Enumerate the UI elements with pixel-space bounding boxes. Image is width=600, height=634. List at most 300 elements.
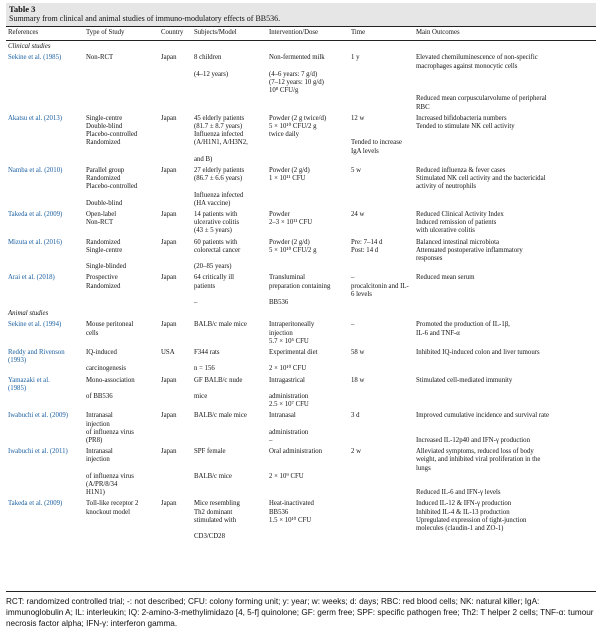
cell-line: (4–12 years): [194, 70, 229, 78]
reference-link[interactable]: Takeda et al. (2009): [8, 500, 63, 508]
table-row: [6, 375, 596, 411]
cell-line: [86, 255, 157, 263]
cell-line: knockout model: [86, 508, 130, 516]
study-type-cell: [84, 165, 159, 209]
cell-line: [416, 473, 594, 481]
cell-line: Attenuated postoperative inflammatory: [416, 246, 523, 254]
outcome-cell: [414, 272, 596, 308]
table-row: [6, 209, 596, 237]
cell-line: 24 w: [351, 210, 365, 218]
cell-line: Japan: [161, 210, 177, 218]
cell-line: (86.7 ± 6.6 years): [194, 175, 243, 183]
cell-line: Non-fermented milk: [269, 54, 325, 62]
cell-line: Inhibited IQ-induced colon and liver tumours: [416, 349, 540, 356]
cell-line: –: [269, 436, 273, 444]
reference-link[interactable]: Arai et al. (2018): [8, 274, 55, 282]
country-cell: [159, 52, 192, 112]
table-row: [6, 272, 596, 308]
cell-line: Elevated chemiluminescence of non-specific: [416, 54, 538, 62]
cell-line: 18 w: [351, 376, 365, 384]
table-header-row: [6, 27, 596, 41]
intervention-cell: [267, 375, 349, 411]
cell-line: [269, 456, 347, 464]
table-header-band: [6, 3, 596, 26]
cell-line: stimulated with: [194, 516, 237, 524]
time-cell: [349, 347, 414, 375]
cell-line: Intranasal: [86, 412, 113, 420]
table-row: [6, 52, 596, 112]
cell-line: 8 children: [194, 54, 222, 62]
cell-line: –: [351, 321, 355, 329]
cell-line: Post: 14 d: [351, 246, 379, 254]
reference-cell: [6, 347, 84, 375]
cell-line: carcinogenesis: [86, 365, 127, 373]
cell-line: H1N1): [86, 489, 105, 497]
cell-line: F344 rats: [194, 349, 220, 356]
cell-line: Intragastrical: [269, 376, 305, 384]
reference-cell: [6, 209, 84, 237]
cell-line: [194, 63, 265, 71]
reference-cell: [6, 113, 84, 165]
cell-line: –: [194, 298, 198, 306]
cell-line: 2 × 10¹⁰ CFU: [269, 365, 307, 373]
section-row: [6, 41, 596, 53]
cell-line: Powder: [269, 210, 290, 218]
cell-line: (A/PR/8/34: [86, 481, 118, 488]
cell-line: [194, 385, 265, 393]
intervention-cell: [267, 410, 349, 446]
reference-link[interactable]: Mizuta et al. (2016): [8, 238, 62, 246]
study-type-cell: [84, 52, 159, 112]
outcome-cell: [414, 410, 596, 446]
cell-line: (HA vaccine): [194, 199, 231, 207]
reference-link[interactable]: Akatsu et al. (2013): [8, 114, 62, 122]
table-row: [6, 237, 596, 273]
cell-line: 14 patients with: [194, 210, 238, 218]
cell-line: Oral administration: [269, 448, 323, 456]
cell-line: 2.5 × 10⁷ CFU: [269, 401, 309, 409]
reference-cell: [6, 410, 84, 446]
cell-line: with ulcerative colitis: [416, 227, 475, 235]
intervention-cell: [267, 113, 349, 165]
cell-line: Reduced mean corpuscularvolume of peripheral: [416, 95, 547, 103]
cell-line: Experimental diet: [269, 349, 318, 356]
cell-line: twice daily: [269, 131, 300, 139]
column-header: Subjects/Model: [192, 27, 267, 41]
cell-line: Japan: [161, 448, 177, 456]
cell-line: lungs: [416, 464, 431, 472]
study-type-cell: [84, 272, 159, 308]
cell-line: responses: [416, 255, 443, 262]
cell-line: Japan: [161, 54, 177, 62]
cell-line: Japan: [161, 238, 177, 246]
table-row: [6, 347, 596, 375]
table-row: [6, 113, 596, 165]
cell-line: Stimulated cell-mediated immunity: [416, 376, 513, 384]
intervention-cell: [267, 209, 349, 237]
subjects-cell: [192, 52, 267, 112]
reference-link[interactable]: Reddy and Rivenson: [8, 349, 65, 356]
cell-line: [194, 148, 265, 156]
study-type-cell: [84, 375, 159, 411]
cell-line: Powder (2 g/d): [269, 238, 310, 246]
outcome-cell: [414, 52, 596, 112]
outcome-cell: [414, 237, 596, 273]
country-cell: [159, 209, 192, 237]
cell-line: Placebo-controlled: [86, 183, 138, 191]
outcome-cell: [414, 113, 596, 165]
intervention-cell: [267, 165, 349, 209]
table-row: [6, 165, 596, 209]
cell-line: 1.5 × 10¹⁰ CFU: [269, 516, 312, 524]
cell-line: 60 patients with: [194, 238, 238, 246]
time-cell: [349, 319, 414, 347]
cell-line: BALB/c mice: [194, 472, 232, 480]
cell-line: [269, 421, 347, 429]
study-type-cell: [84, 498, 159, 542]
cell-line: Randomized: [86, 139, 121, 147]
cell-line: RBC: [416, 103, 430, 111]
cell-line: colorectal cancer: [194, 246, 241, 254]
column-header: Main Outcomes: [414, 27, 596, 41]
cell-line: Induced IL-12 & IFN-γ production: [416, 500, 512, 508]
cell-line: 3 d: [351, 412, 360, 420]
cell-line: Intranasal: [86, 448, 113, 456]
section-row: [6, 308, 596, 319]
country-cell: [159, 347, 192, 375]
reference-cell: [6, 165, 84, 209]
cell-line: 27 elderly patients: [194, 166, 245, 174]
cell-line: and B): [194, 155, 213, 163]
cell-line: 6 levels: [351, 290, 372, 298]
table-bottom-rule: [6, 591, 596, 592]
cell-line: of influenza virus: [86, 472, 134, 480]
cell-line: [86, 357, 157, 365]
cell-line: Toll-like receptor 2: [86, 500, 139, 508]
country-cell: [159, 113, 192, 165]
time-cell: [349, 237, 414, 273]
reference-cell: [6, 498, 84, 542]
reference-link[interactable]: (1993): [8, 357, 27, 365]
cell-line: [416, 79, 594, 87]
country-cell: [159, 319, 192, 347]
outcome-cell: [414, 446, 596, 498]
cell-line: 2 w: [351, 448, 362, 456]
cell-line: [416, 87, 594, 95]
subjects-cell: [192, 113, 267, 165]
cell-line: patients: [194, 282, 216, 290]
cell-line: [269, 63, 347, 71]
cell-line: of BB536: [86, 392, 113, 400]
column-header: Country: [159, 27, 192, 41]
reference-link[interactable]: Iwabuchi et al. (2011): [8, 448, 68, 456]
cell-line: Upregulated expression of tight-junction: [416, 516, 527, 524]
cell-line: Influenza infected: [194, 131, 244, 139]
cell-line: Increased IL-12p40 and IFN-γ production: [416, 436, 530, 444]
cell-line: 2–3 × 10¹¹ CFU: [269, 219, 313, 227]
intervention-cell: [267, 347, 349, 375]
cell-line: administration: [269, 428, 309, 436]
cell-line: [351, 131, 412, 139]
outcome-cell: [414, 165, 596, 209]
cell-line: 45 elderly patients: [194, 114, 245, 122]
reference-link[interactable]: Yamazaki et al.: [8, 376, 50, 384]
time-cell: [349, 209, 414, 237]
outcome-cell: [414, 375, 596, 411]
cell-line: Th2 dominant: [194, 508, 233, 516]
time-cell: [349, 52, 414, 112]
cell-line: Randomized: [86, 175, 121, 183]
cell-line: IgA levels: [351, 147, 379, 155]
cell-line: macrophages against monocytic cells: [416, 62, 518, 70]
cell-line: 5 w: [351, 166, 362, 174]
column-header: Time: [349, 27, 414, 41]
cell-line: Double-blind: [86, 199, 123, 207]
cell-line: Transluminal: [269, 274, 306, 282]
time-cell: [349, 410, 414, 446]
cell-line: Japan: [161, 500, 177, 508]
cell-line: Powder (2 g/d): [269, 166, 310, 174]
subjects-cell: [192, 498, 267, 542]
cell-line: [416, 71, 594, 79]
intervention-cell: [267, 446, 349, 498]
cell-line: USA: [161, 349, 175, 356]
time-cell: [349, 446, 414, 498]
cell-line: Balanced intestinal microbiota: [416, 238, 500, 246]
cell-line: injection: [86, 420, 110, 428]
subjects-cell: [192, 375, 267, 411]
cell-line: weight, and inhibited viral proliferation in the: [416, 456, 541, 464]
section-title: Animal studies: [8, 310, 49, 318]
cell-line: Prospective: [86, 274, 118, 282]
cell-line: injection: [269, 329, 293, 337]
cell-line: injection: [86, 456, 110, 464]
cell-line: Powder (2 g twice/d): [269, 114, 327, 122]
cell-line: 12 w: [351, 114, 365, 122]
cell-line: (81.7 ± 8.7 years): [194, 122, 243, 130]
cell-line: [269, 385, 347, 393]
cell-line: Double-blind: [86, 122, 123, 130]
cell-line: molecules (claudin-1 and ZO-1): [416, 525, 504, 533]
cell-line: mice: [194, 392, 208, 400]
table-row: [6, 446, 596, 498]
time-cell: [349, 375, 414, 411]
table-row: [6, 498, 596, 542]
study-type-cell: [84, 209, 159, 237]
reference-link[interactable]: Sekine et al. (1994): [8, 321, 62, 329]
study-type-cell: [84, 319, 159, 347]
cell-line: [194, 291, 265, 299]
table-caption: Summary from clinical and animal studies of immuno-modulatory effects of BB536.: [9, 14, 281, 23]
cell-line: 5 × 10¹⁰ CFU/2 g: [269, 246, 317, 254]
reference-link[interactable]: Takeda et al. (2009): [8, 210, 63, 218]
study-type-cell: [84, 113, 159, 165]
time-cell: [349, 165, 414, 209]
cell-line: 1 y: [351, 54, 360, 62]
cell-line: Inhibited IL-4 & IL-13 production: [416, 508, 510, 516]
study-type-cell: [84, 237, 159, 273]
cell-line: Japan: [161, 376, 177, 384]
country-cell: [159, 446, 192, 498]
country-cell: [159, 272, 192, 308]
reference-cell: [6, 52, 84, 112]
table-footnote: RCT: randomized controlled trial; -: not described; CFU: colony forming unit; y: year; w: weeks; d: days; RBC: red blood cells; NK: natural killer; IgA: immunoglobulin A; IL: interleukin; IQ: 2-amino-3-methylimidazo [4, 5-f] quinolone; GF: germ free; SPF: specific pathogen free; Th2: T helper 2 cells; TNF-α: tumour necrosis factor alpha; IFN-γ: interferon gamma.: [6, 597, 594, 628]
table-row: [6, 410, 596, 446]
cell-line: [194, 255, 265, 263]
reference-link[interactable]: Sekine et al. (1985): [8, 54, 62, 62]
cell-line: Single-blinded: [86, 263, 127, 271]
cell-line: [416, 481, 594, 489]
intervention-cell: [267, 498, 349, 542]
cell-line: Japan: [161, 166, 177, 174]
outcome-cell: [414, 347, 596, 375]
cell-line: 1 × 10¹¹ CFU: [269, 175, 306, 183]
outcome-cell: [414, 498, 596, 542]
cell-line: [194, 525, 265, 533]
cell-line: IL-6 and TNF-α: [416, 329, 460, 337]
cell-line: SPF female: [194, 448, 226, 456]
reference-link[interactable]: (1985): [8, 384, 27, 392]
cell-line: Randomized: [86, 282, 121, 290]
reference-cell: [6, 272, 84, 308]
cell-line: CD3/CD28: [194, 533, 225, 541]
cell-line: Heat-inactivated: [269, 500, 314, 508]
reference-cell: [6, 237, 84, 273]
studies-table: [6, 26, 596, 542]
cell-line: Placebo-controlled: [86, 131, 138, 139]
subjects-cell: [192, 410, 267, 446]
cell-line: [416, 429, 594, 437]
cell-line: Single-centre: [86, 114, 123, 122]
cell-line: Mouse peritoneal: [86, 321, 134, 329]
cell-line: [351, 123, 412, 131]
cell-line: 5 × 10¹⁰ CFU/2 g: [269, 122, 317, 130]
cell-line: Japan: [161, 114, 177, 122]
study-type-cell: [84, 347, 159, 375]
column-header: Intervention/Dose: [267, 27, 349, 41]
cell-line: (7–12 years: 10 g/d): [269, 79, 324, 86]
cell-line: Increased bifidobacteria numbers: [416, 114, 507, 122]
cell-line: ulcerative colitis: [194, 219, 240, 227]
cell-line: Intranasal: [269, 412, 296, 420]
subjects-cell: [192, 319, 267, 347]
cell-line: [86, 192, 157, 200]
cell-line: Japan: [161, 321, 177, 329]
cell-line: Randomized: [86, 238, 121, 246]
cell-line: procalcitonin and IL-: [351, 282, 409, 290]
cell-line: Single-centre: [86, 246, 123, 254]
country-cell: [159, 375, 192, 411]
study-type-cell: [84, 446, 159, 498]
table-body: [6, 41, 596, 543]
time-cell: [349, 113, 414, 165]
subjects-cell: [192, 209, 267, 237]
cell-line: Alleviated symptoms, reduced loss of body: [416, 448, 534, 456]
cell-line: (PR8): [86, 437, 103, 444]
cell-line: Intraperitoneally: [269, 321, 315, 329]
outcome-cell: [414, 209, 596, 237]
cell-line: Parallel group: [86, 166, 125, 174]
reference-cell: [6, 375, 84, 411]
cell-line: Induced remission of patients: [416, 219, 497, 227]
cell-line: Reduced Clinical Activity Index: [416, 210, 504, 218]
cell-line: 5.7 × 10⁵ CFU: [269, 337, 309, 345]
subjects-cell: [192, 237, 267, 273]
reference-link[interactable]: Namba et al. (2010): [8, 166, 63, 174]
cell-line: [269, 104, 347, 112]
subjects-cell: [192, 347, 267, 375]
cell-line: Tended to increase: [351, 139, 402, 147]
cell-line: [194, 465, 265, 473]
table-label: Table 3: [9, 4, 36, 14]
cell-line: [269, 95, 347, 103]
cell-line: [86, 465, 157, 473]
cell-line: Non-RCT: [86, 219, 114, 227]
cell-line: Japan: [161, 412, 177, 420]
cell-line: (43 ± 5 years): [194, 227, 232, 235]
cell-line: (A/H1N1, A/H3N2,: [194, 139, 248, 147]
column-header: Type of Study: [84, 27, 159, 41]
cell-line: Improved cumulative incidence and survival rate: [416, 412, 550, 420]
cell-line: Pre: 7–14 d: [351, 238, 383, 246]
country-cell: [159, 498, 192, 542]
cell-line: Reduced mean serum: [416, 274, 475, 282]
cell-line: BB536: [269, 508, 289, 516]
country-cell: [159, 165, 192, 209]
cell-line: BB536: [269, 298, 289, 306]
cell-line: [194, 357, 265, 365]
cell-line: Reduced IL-6 and IFN-γ levels: [416, 489, 501, 497]
cell-line: [86, 385, 157, 393]
country-cell: [159, 410, 192, 446]
cell-line: Tended to stimulate NK cell activity: [416, 122, 515, 130]
cell-line: cells: [86, 329, 99, 337]
cell-line: GF BALB/c nude: [194, 376, 243, 384]
cell-line: [416, 421, 594, 429]
cell-line: administration: [269, 392, 309, 400]
cell-line: [269, 465, 347, 473]
subjects-cell: [192, 165, 267, 209]
subjects-cell: [192, 272, 267, 308]
time-cell: [349, 272, 414, 308]
intervention-cell: [267, 237, 349, 273]
intervention-cell: [267, 272, 349, 308]
intervention-cell: [267, 52, 349, 112]
table-row: [6, 319, 596, 347]
cell-line: preparation containing: [269, 282, 331, 290]
cell-line: (4–6 years: 7 g/d): [269, 70, 318, 78]
cell-line: [194, 456, 265, 464]
cell-line: Open-label: [86, 210, 117, 218]
reference-link[interactable]: Iwabuchi et al. (2009): [8, 412, 69, 420]
cell-line: [194, 183, 265, 191]
cell-line: Reduced influenza & fever cases: [416, 166, 506, 174]
cell-line: BALB/c male mice: [194, 321, 247, 329]
cell-line: Japan: [161, 274, 177, 282]
reference-cell: [6, 319, 84, 347]
intervention-cell: [267, 319, 349, 347]
cell-line: n = 156: [194, 365, 215, 373]
cell-line: (20–85 years): [194, 263, 232, 271]
cell-line: IQ-induced: [86, 349, 117, 356]
cell-line: Stimulated NK cell activity and the bactericidal: [416, 175, 546, 183]
cell-line: Mice resembling: [194, 500, 240, 508]
subjects-cell: [192, 446, 267, 498]
cell-line: Mono-association: [86, 376, 135, 384]
country-cell: [159, 237, 192, 273]
cell-line: BALB/c male mice: [194, 412, 247, 420]
section-title: Clinical studies: [8, 43, 51, 51]
